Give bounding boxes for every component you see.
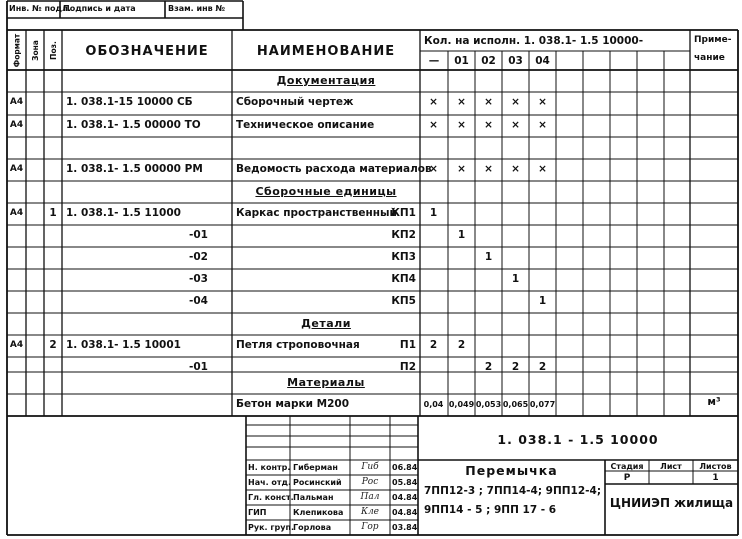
section-title: Материалы bbox=[287, 376, 365, 389]
signature-role: Рук. груп. bbox=[248, 523, 295, 532]
row-format: А4 bbox=[9, 164, 24, 174]
header-kol-na-ispoln: Кол. на исполн. 1. 038.1- 1.5 10000- bbox=[424, 35, 644, 47]
signature-name: Гиберман bbox=[293, 463, 338, 472]
row-qty-cell: × bbox=[511, 119, 520, 131]
row-designation: -03 bbox=[189, 273, 208, 285]
listov-value: 1 bbox=[712, 473, 719, 483]
document-title: Перемычка bbox=[465, 463, 558, 478]
signature-mark: Пал bbox=[360, 492, 380, 502]
row-qty-cell: × bbox=[538, 119, 547, 131]
row-qty-cell: × bbox=[457, 163, 466, 175]
row-name: Каркас пространственный bbox=[236, 207, 397, 219]
row-qty-cell: × bbox=[538, 96, 547, 108]
stadia-value: Р bbox=[623, 473, 631, 483]
document-number: 1. 038.1 - 1.5 10000 bbox=[497, 432, 659, 447]
row-name: Техническое описание bbox=[236, 119, 375, 131]
row-mark: КП3 bbox=[391, 251, 416, 263]
row-qty-cell: × bbox=[511, 96, 520, 108]
signature-mark: Гиб bbox=[361, 462, 379, 472]
variant-header: — bbox=[428, 55, 440, 67]
row-qty-cell: 2 bbox=[538, 361, 547, 373]
row-qty-cell: × bbox=[484, 119, 493, 131]
signature-role: Н. контр. bbox=[248, 463, 291, 472]
signature-role: Гл. конст. bbox=[248, 493, 294, 502]
row-qty-cell: 1 bbox=[511, 273, 520, 285]
signature-name: Росинский bbox=[293, 478, 342, 487]
listov-label: Листов bbox=[699, 462, 732, 471]
signature-date: 04.84 bbox=[392, 508, 418, 517]
section-title: Детали bbox=[301, 317, 351, 330]
signature-role: ГИП bbox=[248, 508, 267, 517]
row-designation: 1. 038.1- 1.5 00000 ТО bbox=[66, 119, 201, 131]
row-designation: -01 bbox=[189, 361, 208, 373]
row-name: Бетон марки М200 bbox=[236, 398, 350, 410]
header-format: Формат bbox=[12, 33, 21, 67]
signature-mark: Кле bbox=[360, 507, 380, 517]
row-name: Ведомость расхода материалов bbox=[236, 163, 432, 175]
stadia-label: Стадия bbox=[610, 462, 644, 471]
header-naimenovanie: НАИМЕНОВАНИЕ bbox=[256, 44, 396, 59]
row-position: 1 bbox=[49, 207, 57, 219]
row-qty-cell: × bbox=[538, 163, 547, 175]
signature-date: 06.84 bbox=[392, 463, 418, 472]
stamp-podpis-data: Подпись и дата bbox=[63, 4, 136, 13]
row-format: А4 bbox=[9, 120, 24, 130]
variant-header: 04 bbox=[535, 55, 550, 67]
row-qty-cell: 0,065 bbox=[502, 400, 529, 409]
row-designation: 1. 038.1- 1.5 10001 bbox=[66, 339, 181, 351]
header-primechanie-2: чание bbox=[694, 53, 725, 63]
row-mark: КП4 bbox=[391, 273, 416, 285]
signature-date: 04.84 bbox=[392, 493, 418, 502]
header-zona-cell bbox=[26, 30, 44, 70]
row-note: м³ bbox=[707, 396, 721, 408]
row-qty-cell: × bbox=[457, 119, 466, 131]
row-qty-cell: 2 bbox=[429, 339, 438, 351]
row-mark: П2 bbox=[399, 361, 416, 373]
variant-header: 01 bbox=[454, 55, 469, 67]
stamp-inv-podl: Инв. № подл. bbox=[9, 4, 71, 13]
row-qty-cell: 0,04 bbox=[423, 400, 444, 409]
row-qty-cell: 0,077 bbox=[529, 400, 556, 409]
header-format-cell bbox=[7, 30, 26, 70]
header-oboznachenie: ОБОЗНАЧЕНИЕ bbox=[85, 44, 209, 59]
row-qty-cell: × bbox=[429, 119, 438, 131]
header-zona: Зона bbox=[30, 39, 40, 61]
document-description-2: 9ПП14 - 5 ; 9ПП 17 - 6 bbox=[424, 504, 557, 516]
signature-mark: Гор bbox=[361, 522, 379, 532]
row-qty-cell: × bbox=[484, 163, 493, 175]
row-mark: КП5 bbox=[391, 295, 416, 307]
stamp-vzam-inv: Взам. инв № bbox=[168, 4, 226, 13]
row-mark: П1 bbox=[399, 339, 416, 351]
row-qty-cell: 2 bbox=[484, 361, 493, 373]
row-qty-cell: × bbox=[429, 96, 438, 108]
list-label: Лист bbox=[660, 462, 682, 471]
row-qty-cell: 2 bbox=[457, 339, 466, 351]
row-name: Сборочный чертеж bbox=[236, 96, 354, 108]
signature-date: 05.84 bbox=[392, 478, 418, 487]
signature-role: Нач. отд. bbox=[248, 478, 292, 487]
section-title: Документация bbox=[276, 74, 376, 87]
row-qty-cell: 2 bbox=[511, 361, 520, 373]
row-designation: 1. 038.1-15 10000 СБ bbox=[66, 96, 193, 108]
signature-name: Горлова bbox=[293, 523, 332, 532]
row-mark: КП2 bbox=[391, 229, 416, 241]
row-qty-cell: 0,049 bbox=[448, 400, 475, 409]
header-poz-cell bbox=[44, 30, 62, 70]
document-description-1: 7ПП12-3 ; 7ПП14-4; 9ПП12-4; bbox=[424, 485, 602, 497]
row-designation: -01 bbox=[189, 229, 208, 241]
row-designation: 1. 038.1- 1.5 00000 РМ bbox=[66, 163, 203, 175]
row-qty-cell: × bbox=[484, 96, 493, 108]
organization: ЦНИИЭП жилища bbox=[609, 496, 734, 510]
header-primechanie-1: Приме- bbox=[694, 35, 732, 45]
row-format: А4 bbox=[9, 340, 24, 350]
row-designation: -02 bbox=[189, 251, 208, 263]
row-mark: КП1 bbox=[391, 207, 416, 219]
section-title: Сборочные единицы bbox=[255, 185, 397, 198]
row-qty-cell: 0,053 bbox=[475, 400, 502, 409]
signature-name: Пальман bbox=[293, 493, 334, 502]
variant-header: 03 bbox=[508, 55, 523, 67]
variant-header: 02 bbox=[481, 55, 496, 67]
row-name: Петля строповочная bbox=[236, 339, 360, 351]
row-format: А4 bbox=[9, 97, 24, 107]
row-designation: -04 bbox=[189, 295, 208, 307]
signature-date: 03.84 bbox=[392, 523, 418, 532]
row-qty-cell: 1 bbox=[457, 229, 466, 241]
row-position: 2 bbox=[49, 339, 57, 351]
row-qty-cell: × bbox=[511, 163, 520, 175]
row-qty-cell: × bbox=[429, 163, 438, 175]
row-qty-cell: 1 bbox=[429, 207, 438, 219]
header-poz: Поз. bbox=[48, 40, 58, 60]
row-qty-cell: 1 bbox=[484, 251, 493, 263]
signature-name: Клепикова bbox=[293, 508, 344, 517]
row-qty-cell: 1 bbox=[538, 295, 547, 307]
row-qty-cell: × bbox=[457, 96, 466, 108]
row-designation: 1. 038.1- 1.5 11000 bbox=[66, 207, 181, 219]
signature-mark: Рос bbox=[361, 477, 379, 487]
row-format: А4 bbox=[9, 208, 24, 218]
